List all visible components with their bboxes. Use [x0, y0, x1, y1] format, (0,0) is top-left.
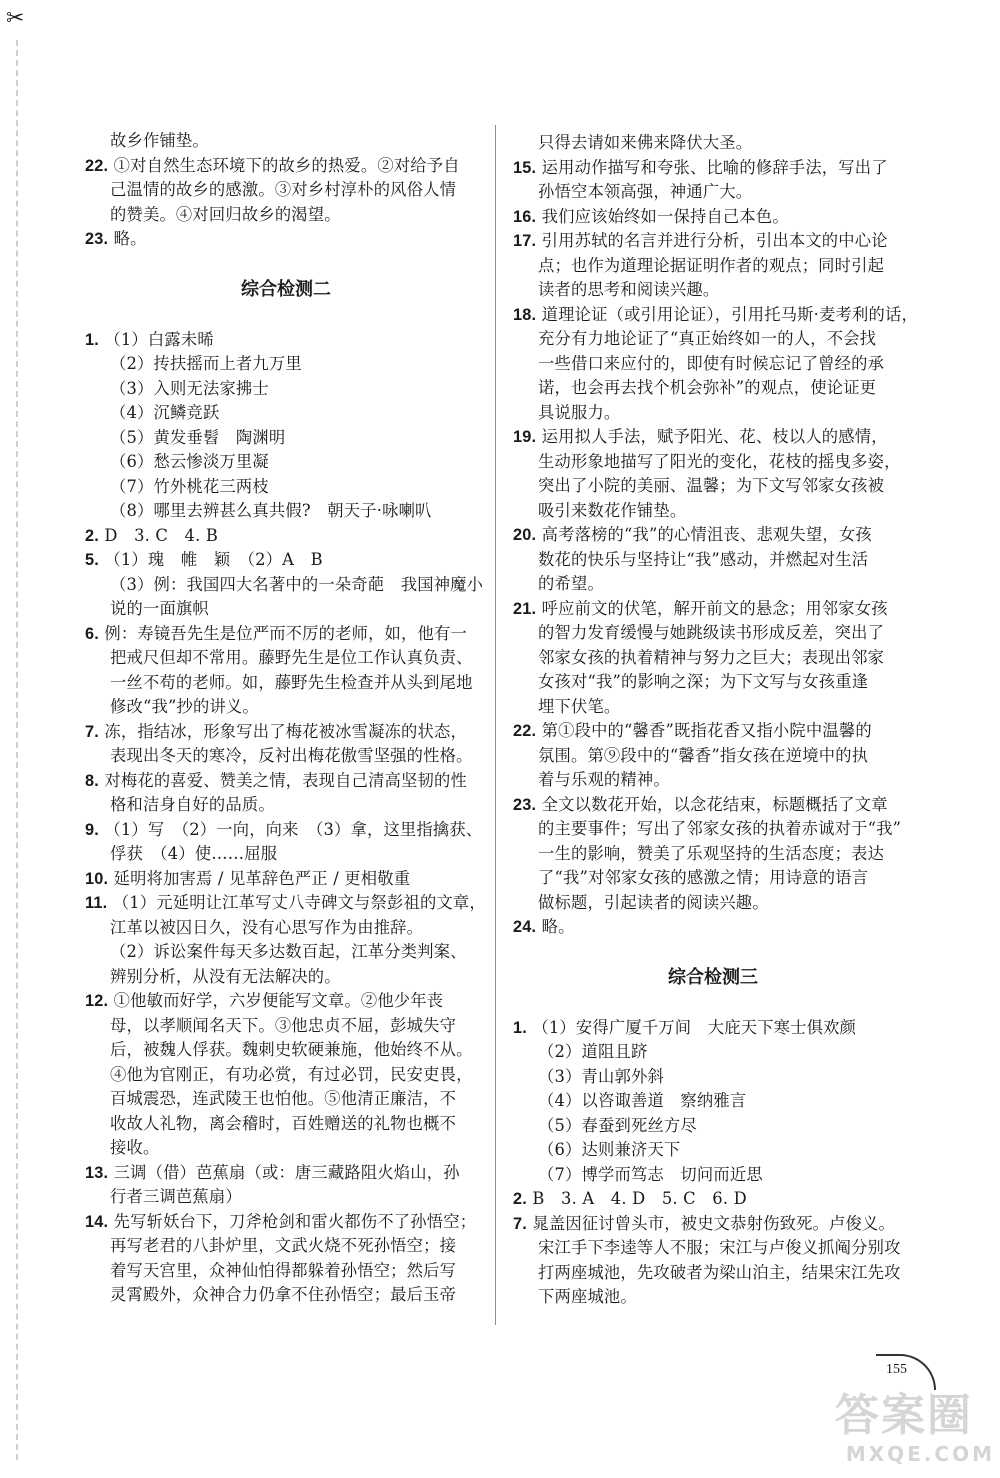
question-number: 7.: [85, 722, 99, 741]
answer-line: [513, 254, 913, 279]
answer-text: 着写天宫里，众神仙怕得都躲着孙悟空；然后写: [110, 1260, 457, 1280]
answer-text: （5）春蚕到死丝方尽: [538, 1115, 697, 1135]
answer-item-start: [513, 719, 913, 744]
answer-item-start: [85, 769, 477, 794]
question-number: 23.: [85, 230, 109, 248]
answer-item-start: [85, 891, 486, 916]
answer-text: 母，以孝顺闻名天下。③他忠贞不屈，彭城失守: [110, 1015, 457, 1035]
answer-item-start: [85, 548, 477, 573]
answer-line: [85, 475, 477, 500]
answer-item-start: [85, 524, 477, 549]
page-number-text: 155: [886, 1362, 907, 1377]
answer-text: 的主要事件；写出了邻家女孩的执着赤诚对于“我”: [538, 819, 902, 838]
answer-text: 运用动作描写和夸张、比喻的修辞手法，写出了: [541, 157, 888, 177]
answer-text: （3）青山郭外斜: [538, 1066, 664, 1086]
watermark-line2: MXQE.COM: [845, 1442, 995, 1466]
answer-text: 氛围。第⑨段中的“馨香”指女孩在逆境中的执: [538, 745, 869, 765]
answer-line: [513, 450, 913, 475]
answer-item-start: [85, 328, 477, 353]
answer-text: 辨别分析，从没有无法解决的。: [110, 966, 341, 986]
answer-line: [85, 377, 477, 402]
answer-text: 三调（借）芭蕉扇（或：唐三藏路阻火焰山，孙: [113, 1162, 460, 1182]
answer-text: （4）沉鳞竞跃: [110, 403, 220, 422]
answer-text: 点；也作为道理论据证明作者的观点；同时引起: [538, 255, 885, 275]
answer-text: （8）哪里去辨甚么真共假? 朝天子·咏喇叭: [110, 501, 432, 520]
answer-line: [513, 695, 913, 720]
answer-text: 具说服力。: [538, 402, 621, 422]
answer-text: （2）抟扶摇而上者九万里: [110, 354, 302, 373]
answer-text: 故乡作铺垫。: [110, 131, 209, 150]
question-number: 7.: [513, 1214, 527, 1233]
answer-text: 百城震恐，连武陵王也怕他。⑤他清正廉洁，不: [110, 1089, 457, 1108]
answer-line: [85, 671, 477, 696]
answer-text: 数花的快乐与坚持让“我”感动，并燃起对生活: [538, 549, 869, 569]
question-number: 6.: [85, 624, 99, 643]
answer-text: 说的一面旗帜: [110, 599, 209, 618]
answer-item-start: [513, 156, 913, 181]
question-number: 23.: [513, 795, 537, 814]
answer-item-start: [85, 818, 483, 843]
answer-line: [513, 891, 913, 916]
question-number: 15.: [513, 158, 537, 177]
answer-text: 女孩对“我”的影响之深；为下文写与女孩重逢: [538, 672, 869, 691]
answer-line: [513, 768, 913, 793]
answer-line: [513, 278, 913, 303]
answer-text: 一生的影响，赞美了乐观坚持的生活态度；表达: [538, 843, 885, 863]
answer-line: [513, 548, 913, 573]
answer-line: [513, 352, 913, 377]
answer-text: 一丝不苟的老师。如，藤野先生检查并从头到尾地: [110, 672, 473, 692]
answer-text: 做标题，引起读者的阅读兴趣。: [538, 892, 769, 912]
answer-item-start: [513, 303, 918, 328]
answer-line: [513, 131, 913, 156]
answer-line: [85, 573, 484, 598]
question-number: 10.: [85, 869, 109, 888]
question-number: 12.: [85, 992, 109, 1010]
answer-text: B 3. A 4. D 5. C 6. D: [532, 1189, 747, 1208]
answer-line: [85, 597, 477, 622]
column-divider: [495, 125, 496, 1325]
question-number: 5.: [85, 551, 99, 569]
answer-text: （1）元延明让江革写丈八寺碑文与祭彭祖的文章，: [112, 893, 486, 912]
answer-text: 后，被魏人俘获。魏刺史软硬兼施，他始终不从。: [110, 1040, 473, 1059]
question-number: 2.: [85, 526, 99, 545]
answer-text: 只得去请如来佛来降伏大圣。: [538, 133, 753, 152]
answer-line: [85, 1014, 477, 1039]
question-number: 22.: [85, 156, 109, 175]
answer-text: 的希望。: [538, 574, 604, 593]
answer-line: [85, 499, 477, 524]
question-number: 1.: [513, 1018, 527, 1037]
answer-text: 呼应前文的伏笔，解开前文的悬念；用邻家女孩: [541, 598, 888, 618]
answer-item-start: [85, 622, 477, 647]
answer-line: [85, 916, 477, 941]
answer-item-start: [513, 523, 913, 548]
answer-text: 对梅花的喜爱、赞美之情，表现自己清高坚韧的性: [104, 770, 467, 790]
answer-line: [513, 670, 913, 695]
answer-text: （7）竹外桃花三两枝: [110, 476, 269, 496]
answer-item-start: [513, 597, 913, 622]
scissors-icon: ✂: [6, 6, 25, 31]
answer-text: 着与乐观的精神。: [538, 770, 670, 789]
answer-line: [513, 842, 913, 867]
answer-item-start: [85, 1161, 477, 1186]
answer-item-start: [85, 1210, 477, 1235]
answer-line: [513, 1114, 913, 1139]
answer-text: （2）道阻且跻: [538, 1042, 648, 1061]
answer-line: [85, 1234, 477, 1259]
answer-item-start: [513, 425, 913, 450]
question-number: 9.: [85, 820, 99, 839]
question-number: 22.: [513, 722, 537, 740]
answer-text: 诺，也会再去找个机会弥补”的观点，使论证更: [538, 378, 877, 397]
question-number: 20.: [513, 526, 537, 544]
answer-item-start: [513, 1187, 913, 1212]
answer-line: [85, 1112, 477, 1137]
answer-text: （5）黄发垂髫 陶渊明: [110, 427, 286, 447]
answer-text: 读者的思考和阅读兴趣。: [538, 280, 720, 299]
answer-line: [85, 1136, 477, 1161]
answer-column-right: [513, 131, 918, 1310]
answer-text: 引用苏轼的名言并进行分析，引出本文的中心论: [541, 231, 888, 250]
question-number: 17.: [513, 232, 537, 250]
answer-line: [85, 1259, 477, 1284]
answer-line: [85, 401, 477, 426]
answer-text: 生动形象地描写了阳光的变化，花枝的摇曳多姿，: [538, 451, 901, 471]
answer-text: 打两座城池，先攻破者为梁山泊主，结果宋江先攻: [538, 1262, 901, 1282]
answer-line: [85, 793, 477, 818]
answer-text: 埋下伏笔。: [538, 696, 621, 716]
answer-text: （6）愁云惨淡万里凝: [110, 452, 269, 471]
answer-line: [85, 965, 477, 990]
answer-line: [513, 572, 913, 597]
answer-text: （1）白露未晞: [104, 329, 214, 349]
answer-column-left: [85, 129, 486, 1308]
answer-text: 吸引来数花作铺垫。: [538, 500, 687, 520]
question-number: 13.: [85, 1163, 109, 1182]
answer-line: [85, 426, 477, 451]
answer-text: 突出了小院的美丽、温馨；为下文写邻家女孩被: [538, 476, 885, 495]
answer-line: [85, 744, 477, 769]
answer-text: 例：寿镜吾先生是位严而不厉的老师，如，他有一: [104, 623, 467, 643]
answer-item-start: [513, 1212, 913, 1237]
answer-text: 第①段中的“馨香”既指花香又指小院中温馨的: [541, 721, 872, 740]
answer-text: 略。: [541, 917, 575, 936]
answer-line: [85, 178, 477, 203]
answer-item-start: [513, 205, 913, 230]
answer-text: （3）入则无法家拂士: [110, 378, 269, 398]
answer-line: [85, 1087, 477, 1112]
answer-text: 道理论证（或引用论证），引用托马斯·麦考利的话，: [541, 304, 918, 324]
answer-line: [513, 621, 913, 646]
question-number: 24.: [513, 918, 537, 936]
answer-text: 格和洁身自好的品质。: [110, 795, 275, 814]
answer-text: 了“我”对邻家女孩的感激之情；用诗意的语言: [538, 868, 869, 887]
answer-text: 的赞美。④对回归故乡的渴望。: [110, 204, 341, 224]
answer-text: 我们应该始终如一保持自己本色。: [541, 206, 789, 226]
answer-line: [513, 499, 913, 524]
answer-line: [513, 817, 913, 842]
answer-text: （1）安得广厦千万间 大庇天下寒士俱欢颜: [532, 1017, 857, 1037]
answer-item-start: [513, 229, 913, 254]
answer-text: 晁盖因征讨曾头市，被史文恭射伤致死。卢俊义。: [532, 1213, 895, 1233]
answer-line: [513, 1065, 913, 1090]
answer-text: （4）以咨诹善道 察纳雅言: [538, 1091, 747, 1110]
answer-text: （3）例：我国四大名著中的一朵奇葩 我国神魔小: [110, 574, 484, 594]
answer-text: 略。: [113, 229, 147, 248]
answer-item-start: [85, 720, 477, 745]
answer-text: 江革以被囚日久，没有心思写作为由推辞。: [110, 917, 424, 937]
answer-line: [513, 327, 913, 352]
answer-text: 高考落榜的“我”的心情沮丧、悲观失望，女孩: [541, 525, 872, 544]
answer-line: [513, 180, 913, 205]
answer-line: [85, 352, 477, 377]
answer-text: 的智力发育缓慢与她跳级读书形成反差，突出了: [538, 623, 885, 642]
question-number: 21.: [513, 599, 537, 618]
question-number: 14.: [85, 1212, 109, 1231]
answer-text: （2）诉讼案件每天多达数百起，江革分类判案、: [110, 942, 467, 961]
watermark-logo: [835, 1390, 995, 1472]
answer-item-start: [85, 227, 477, 252]
answer-line: [513, 1138, 913, 1163]
answer-text: 冻，指结冰，形象写出了梅花被冰雪凝冻的状态，: [104, 721, 467, 741]
cut-line: [16, 40, 18, 1460]
answer-text: 一些借口来应付的，即使有时候忘记了曾经的承: [538, 353, 885, 373]
answer-item-start: [513, 915, 913, 940]
answer-item-start: [85, 867, 477, 892]
answer-line: [513, 1285, 913, 1310]
answer-item-start: [513, 1016, 913, 1041]
answer-line: [513, 474, 913, 499]
answer-text: 把戒尺但却不常用。藤野先生是位工作认真负责、: [110, 648, 473, 667]
answer-line: [513, 401, 913, 426]
answer-text: ①他敏而好学，六岁便能写文章。②他少年丧: [113, 991, 444, 1010]
answer-text: （1）写 （2）一向，向来 （3）拿，这里指擒获、: [104, 819, 483, 839]
answer-text: 接收。: [110, 1138, 160, 1157]
question-number: 8.: [85, 771, 99, 790]
watermark-line1: 答案圈: [835, 1390, 973, 1441]
answer-line: [513, 1089, 913, 1114]
answer-line: [513, 1261, 913, 1286]
answer-text: ①对自然生态环境下的故乡的热爱。②对给予自: [113, 155, 460, 175]
answer-text: 先写斩妖台下，刀斧枪剑和雷火都伤不了孙悟空；: [113, 1211, 477, 1231]
answer-text: （1）瑰 帷 颖 （2）A B: [104, 550, 323, 569]
answer-text: 收故人礼物，离会稽时，百姓赠送的礼物也概不: [110, 1113, 457, 1133]
answer-text: 运用拟人手法，赋予阳光、花、枝以人的感情，: [541, 427, 888, 446]
answer-line: [513, 646, 913, 671]
answer-line: [85, 842, 477, 867]
answer-text: 行者三调芭蕉扇）: [110, 1187, 242, 1206]
answer-text: （6）达则兼济天下: [538, 1140, 681, 1159]
answer-item-start: [85, 154, 477, 179]
page-number: [876, 1354, 934, 1388]
answer-line: [513, 744, 913, 769]
question-number: 18.: [513, 305, 537, 324]
question-number: 2.: [513, 1190, 527, 1208]
answer-item-start: [513, 793, 913, 818]
answer-text: 再写老君的八卦炉里，文武火烧不死孙悟空；接: [110, 1236, 457, 1255]
answer-line: [513, 1163, 913, 1188]
section-heading: 综合检测二: [241, 278, 331, 300]
answer-text: 邻家女孩的执着精神与努力之巨大；表现出邻家: [538, 647, 885, 667]
answer-text: （7）博学而笃志 切问而近思: [538, 1164, 763, 1184]
answer-text: 己温情的故乡的感激。③对乡村淳朴的风俗人情: [110, 180, 457, 199]
answer-line: [85, 695, 477, 720]
answer-line: [85, 450, 477, 475]
answer-text: 灵霄殿外，众神合力仍拿不住孙悟空；最后玉帝: [110, 1285, 457, 1304]
question-number: 19.: [513, 428, 537, 446]
answer-text: D 3. C 4. B: [104, 525, 219, 545]
answer-line: [85, 940, 477, 965]
answer-text: 下两座城池。: [538, 1287, 637, 1306]
answer-line: [85, 129, 477, 154]
answer-line: [85, 203, 477, 228]
answer-text: 表现出冬天的寒冷，反衬出梅花傲雪坚强的性格。: [110, 746, 473, 765]
answer-line: [85, 1038, 477, 1063]
answer-line: [85, 1063, 477, 1088]
answer-text: 充分有力地论证了“真正始终如一的人，不会找: [538, 329, 877, 348]
answer-text: 孙悟空本领高强，神通广大。: [538, 182, 753, 201]
answer-item-start: [85, 989, 477, 1014]
question-number: 11.: [85, 894, 108, 912]
question-number: 16.: [513, 207, 537, 226]
answer-line: [513, 866, 913, 891]
section-heading: 综合检测三: [668, 966, 758, 988]
answer-line: [513, 1236, 913, 1261]
answer-line: [513, 1040, 913, 1065]
question-number: 1.: [85, 330, 99, 349]
answer-line: [85, 646, 477, 671]
answer-text: 全文以数花开始，以念花结束，标题概括了文章: [541, 794, 888, 814]
answer-line: [85, 1185, 477, 1210]
answer-text: 俘获 （4）使……屈服: [110, 844, 278, 863]
answer-text: ④他为官刚正，有功必赏，有过必罚，民安吏畏，: [110, 1064, 473, 1084]
answer-text: 宋江手下李逵等人不服；宋江与卢俊义抓阄分别攻: [538, 1238, 901, 1257]
answer-line: [85, 1283, 477, 1308]
answer-line: [513, 376, 913, 401]
answer-text: 延明将加害焉 / 见革辞色严正 / 更相敬重: [113, 868, 411, 888]
answer-text: 修改“我”抄的讲义。: [110, 697, 259, 716]
